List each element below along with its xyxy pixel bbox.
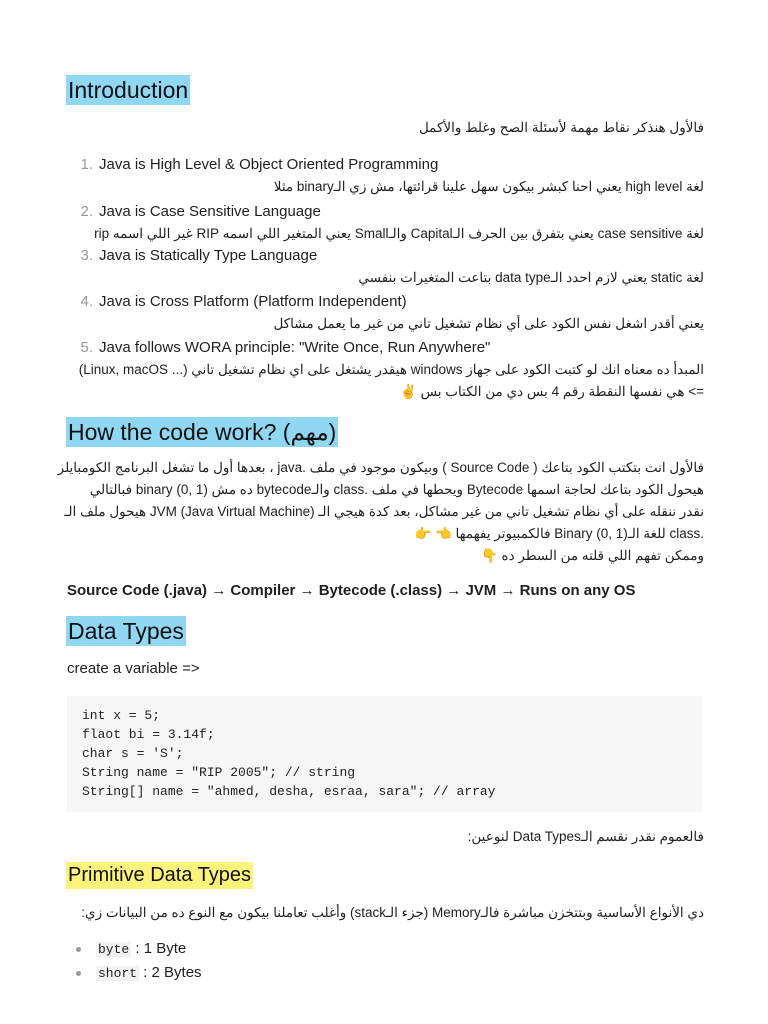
list-item-5: 5. Java follows WORA principle: "Write Once, Run Anywhere" <box>80 339 491 356</box>
code-line: char s = 'S'; <box>82 746 184 761</box>
how-paragraph-line-5: وممكن تفهم اللي قلته من السطر ده 👇 <box>481 548 704 563</box>
list-item: byte : 1 Byte <box>98 940 187 957</box>
create-variable-text: create a variable => <box>67 660 200 677</box>
heading-primitive-data-types: Primitive Data Types <box>66 862 253 889</box>
list-item-5-note: => هي نفسها النقطة رقم 4 بس دي من الكتاب بس ✌ <box>400 384 704 399</box>
list-item-3-arabic: لغة static يعني لازم احدد الـdata type بتاعت المتغيرات بنفسي <box>358 270 704 285</box>
list-item-1: 1. Java is High Level & Object Oriented Programming <box>80 156 439 173</box>
how-paragraph-line-2: هيحول الكود بتاعك لحاجة اسمها Bytecode ويحطها في ملف .class والـbytecode ده مش binary (0, 1) فبالتالي <box>89 482 704 497</box>
code-block <box>67 696 702 812</box>
list-item: short : 2 Bytes <box>98 964 202 981</box>
list-item-1-arabic: لغة high level يعني احنا كبشر بيكون سهل علينا قرائتها، مش زي الـbinary مثلا <box>273 179 704 194</box>
code-line: String name = "RIP 2005"; // string <box>82 765 356 780</box>
list-item-2-arabic: لغة case sensitive يعني بتفرق بين الحرف الـCapital والـSmall يعني المتغير اللي اسمه RIP غير اللي اسمه rip <box>94 226 704 241</box>
how-paragraph-line-1: فالأول انت بتكتب الكود بتاعك ( Source Code ) وبيكون موجود في ملف .java ، بعدها أول ما تشغل البرنامج الكومبايلر <box>57 460 704 475</box>
heading-introduction: Introduction <box>68 77 189 103</box>
how-paragraph-line-4: .class للغة الـBinary (0, 1) فالكمبيوتر يفهمها 👈 👉 <box>414 526 704 541</box>
list-item-4-arabic: يعني أقدر اشغل نفس الكود على أي نظام تشغيل تاني من غير ما يعمل مشاكل <box>273 316 704 331</box>
data-types-split: فالعموم نقدر نقسم الـData Types لنوعين: <box>467 829 704 844</box>
primitive-lead: دي الأنواع الأساسية وبتتخزن مباشرة فالـMemory (جزء الـstack) وأغلب تعاملنا بيكون مع النوع ده من البيانات زي: <box>81 905 704 920</box>
list-item-4: 4. Java is Cross Platform (Platform Independent) <box>80 293 407 310</box>
code-line: String[] name = "ahmed, desha, esraa, sara"; // array <box>82 784 496 799</box>
list-item-3: 3. Java is Statically Type Language <box>80 247 318 264</box>
list-item-2: 2. Java is Case Sensitive Language <box>80 203 321 220</box>
code-line: flaot bi = 3.14f; <box>82 727 215 742</box>
heading-how-code-works: How the code work? (مهم) <box>68 419 337 445</box>
how-paragraph-line-3: نقدر ننقله على أي نظام تشغيل تاني من غير مشاكل، بعد كدة هيجي الـ JVM (Java Virtual Machine) هيحول ملف الـ <box>64 504 704 519</box>
bullet-icon <box>76 971 81 976</box>
bullet-icon <box>76 947 81 952</box>
heading-data-types: Data Types <box>68 618 184 644</box>
list-item-5-arabic: المبدأ ده معناه انك لو كتبت الكود على جهاز windows هيقدر يشتغل على اي نظام تشغيل تاني (... Linux, macOS) <box>78 362 704 377</box>
intro-lead: فالأول هنذكر نقاط مهمة لأسئلة الصح وغلط والأكمل <box>418 120 704 135</box>
code-line: int x = 5; <box>82 708 161 723</box>
compile-flow: Source Code (.java) → Compiler → Bytecode (.class) → JVM → Runs on any OS <box>67 582 636 599</box>
